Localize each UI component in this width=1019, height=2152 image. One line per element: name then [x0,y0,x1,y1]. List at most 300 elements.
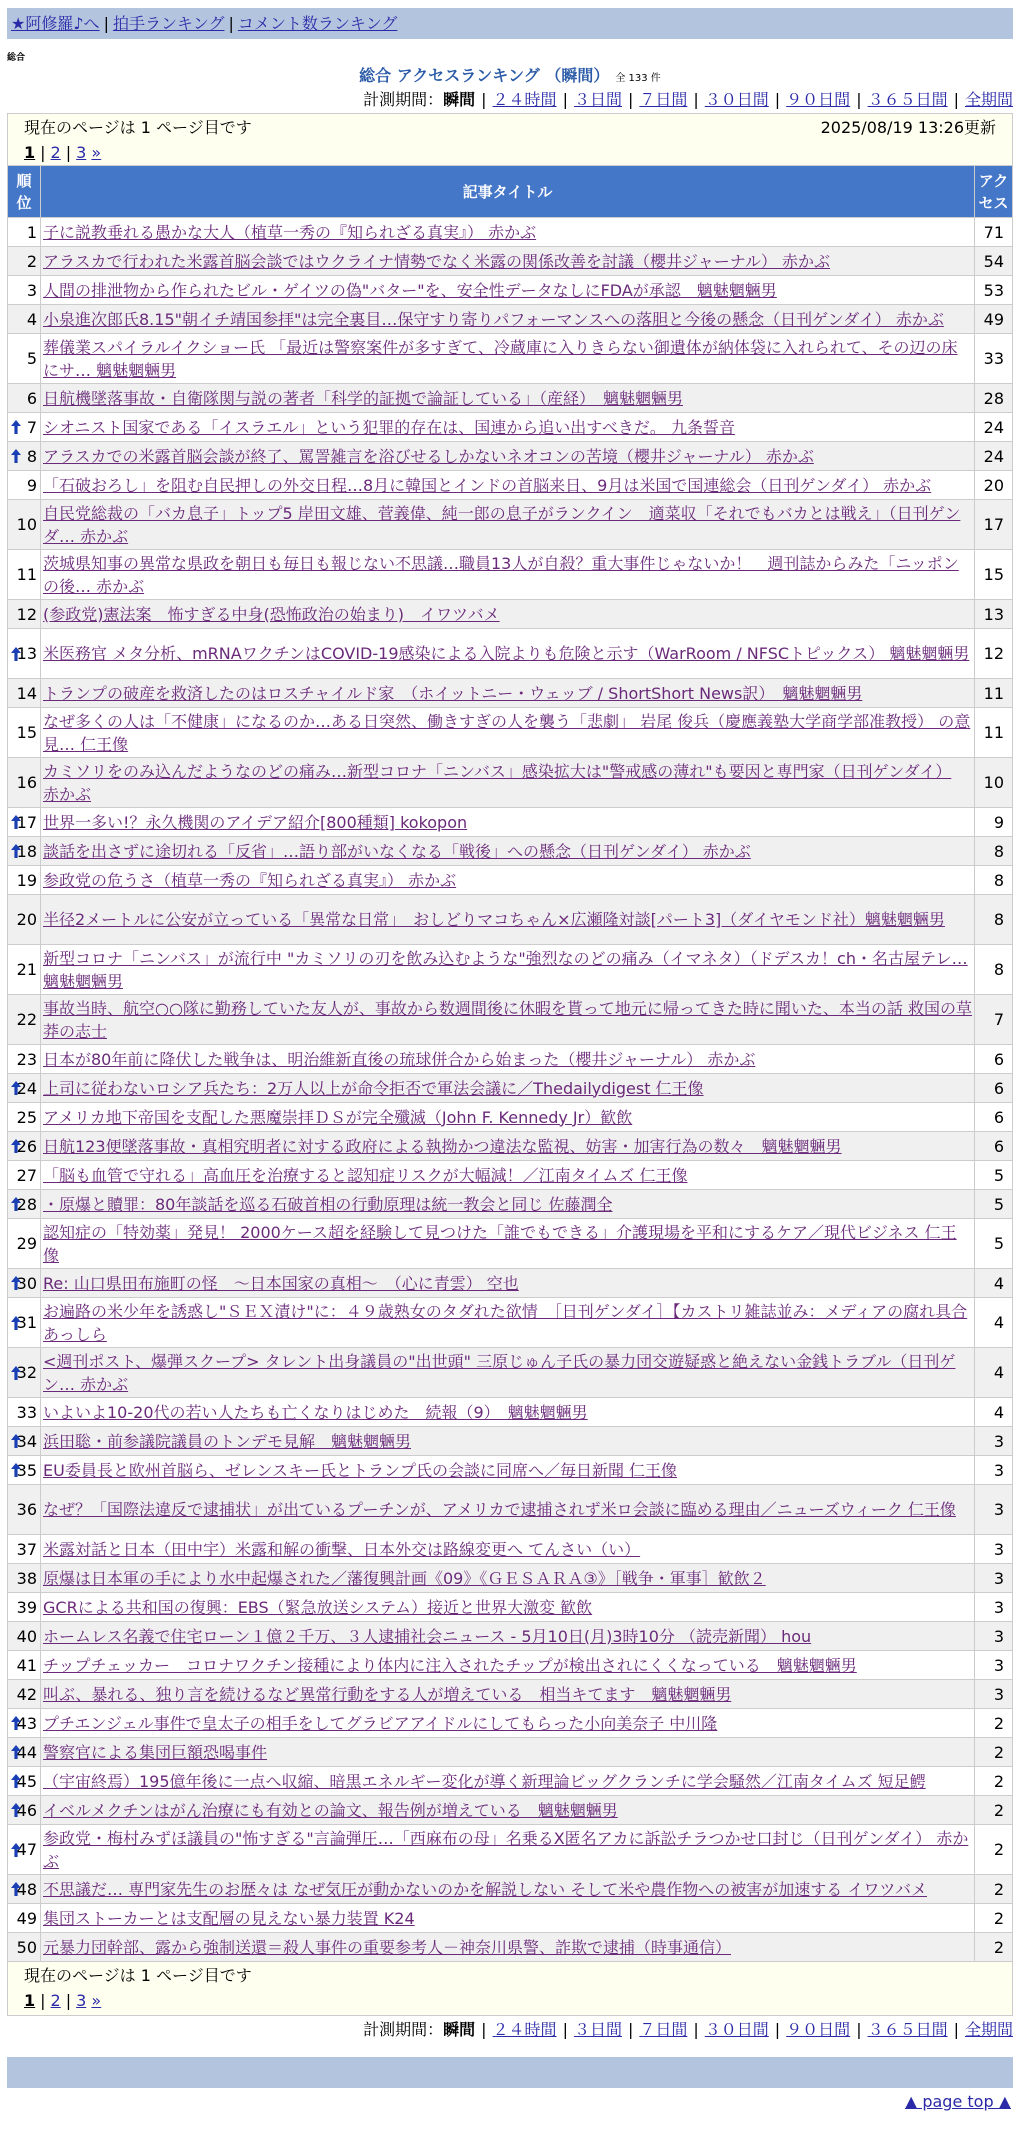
title-cell [41,550,975,600]
table-header-row [8,166,1013,218]
access-count: 24 [975,442,1013,471]
title-cell [41,1564,975,1593]
rank-cell [8,1904,41,1933]
rank-number: 14 [16,683,37,703]
period-separator: | [856,90,862,109]
title-cell [41,1485,975,1535]
rank-up-arrow-icon [11,1882,21,1896]
article-link[interactable]: 日本が80年前に降伏した戦争は、明治維新直後の琉球併合から始まった（櫻井ジャーナル） 赤かぶ [43,1049,756,1069]
table-row [8,1427,1013,1456]
table-row [8,305,1013,334]
table-row [8,1709,1013,1738]
rank-cell [8,550,41,600]
table-row [8,708,1013,758]
access-count: 4 [975,1348,1013,1398]
access-count: 11 [975,679,1013,708]
rank-cell [8,837,41,866]
period-link-1[interactable]: ２４時間 [492,90,557,109]
article-link[interactable]: 参政党・梅村みずほ議員の"怖すぎる"言論弾圧…「西麻布の母」名乗るX匿名アカに訴訟チラつかせ口封じ（日刊ゲンダイ） 赤かぶ [43,1828,969,1871]
article-link[interactable]: 日航123便墜落事故・真相究明者に対する政府による執拗かつ違法な監視、妨害・加害行為の数々 魑魅魍魎男 [43,1136,842,1156]
table-row [8,1825,1013,1875]
pager-separator: | [40,1991,46,2010]
title-cell [41,247,975,276]
rank-cell [8,1298,41,1348]
rank-number: 47 [16,1840,37,1859]
rank-up-arrow-icon [11,1316,21,1330]
total-count: 全 133 件 [615,73,661,84]
title-cell [41,1904,975,1933]
pager-link-page-3[interactable]: 3 [76,1991,87,2010]
article-link[interactable]: Re: 山口県田布施町の怪 ～日本国家の真相～ （心に青雲） 空也 [43,1273,519,1293]
rank-number: 32 [16,1363,37,1382]
access-count: 3 [975,1622,1013,1651]
title-cell [41,600,975,629]
access-count: 2 [975,1738,1013,1767]
rank-cell [8,758,41,808]
table-row [8,1074,1013,1103]
access-count: 12 [975,629,1013,679]
period-link-5[interactable]: ９０日間 [786,2020,851,2039]
rank-cell [8,945,41,995]
access-count: 3 [975,1564,1013,1593]
article-link[interactable]: 上司に従わないロシア兵たち：2万人以上が命令拒否で軍法会議に／Thedailydigest 仁王像 [43,1078,704,1098]
rank-number: 15 [16,723,37,742]
title-cell [41,995,975,1045]
table-row [8,1190,1013,1219]
period-link-6[interactable]: ３６５日間 [867,90,948,109]
page-top-link[interactable]: ▲ page top ▲ [904,2092,1011,2111]
table-row [8,413,1013,442]
article-link[interactable]: アラスカで行われた米露首脳会談ではウクライナ情勢でなく米露の関係改善を討議（櫻井ジャーナル） 赤かぶ [43,251,831,271]
table-row [8,1269,1013,1298]
access-count: 2 [975,1709,1013,1738]
rank-cell [8,1875,41,1904]
title-cell [41,1767,975,1796]
rank-number: 40 [16,1626,37,1646]
article-link[interactable]: 新型コロナ「ニンバス」が流行中 "カミソリの刃を飲み込むような"強烈なのどの痛み（イマネタ）（ドデスカ！ch・名古屋テレ… 魑魅魍魎男 [43,948,968,991]
article-link[interactable]: イベルメクチンはがん治療にも有効との論文、報告例が増えている 魑魅魍魎男 [43,1800,618,1820]
article-link[interactable]: 認知症の「特効薬」発見！ 2000ケース超を経験して見つけた「誰でもできる」介護現場を平和にするケア／現代ビジネス 仁王像 [43,1222,957,1265]
pager-links-bottom [24,1988,996,2013]
rank-cell [8,1593,41,1622]
rank-number: 29 [16,1234,37,1253]
title-cell [41,808,975,837]
pager-link-page-2[interactable]: 2 [50,1991,61,2010]
access-count: 28 [975,384,1013,413]
table-row [8,1298,1013,1348]
table-row [8,1398,1013,1427]
rank-cell [8,1045,41,1074]
access-count: 6 [975,1132,1013,1161]
article-link[interactable]: 小泉進次郎氏8.15"朝イチ靖国参拝"は完全裏目…保守すり寄りパフォーマンスへの落胆と今後の懸念（日刊ゲンダイ） 赤かぶ [43,309,944,329]
access-count: 2 [975,1796,1013,1825]
table-row [8,1103,1013,1132]
access-count: 3 [975,1680,1013,1709]
pager-link-page-2[interactable]: 2 [50,143,61,162]
rank-cell [8,1219,41,1269]
rank-number: 42 [16,1684,37,1704]
table-row [8,442,1013,471]
article-link[interactable]: 子に説教垂れる愚かな大人（植草一秀の『知られざる真実』） 赤かぶ [43,222,537,242]
title-cell [41,1398,975,1427]
rank-cell [8,384,41,413]
pager-separator: | [65,143,72,162]
rank-number: 33 [16,1402,37,1422]
period-link-2[interactable]: ３日間 [573,90,622,109]
period-link-4[interactable]: ３０日間 [704,90,769,109]
access-count: 2 [975,1875,1013,1904]
access-count: 4 [975,1269,1013,1298]
title-cell [41,305,975,334]
title-cell [41,1132,975,1161]
rank-cell [8,808,41,837]
article-link[interactable]: 原爆は日本軍の手により水中起爆された／藩復興計画《09》《ＧＥＳＡＲＡ③》［戦争・軍事］歓飲２ [43,1568,766,1588]
article-link[interactable]: 警察官による集団巨額恐喝事件 [43,1742,268,1762]
access-count: 8 [975,866,1013,895]
table-row [8,758,1013,808]
category-tag: 総合 [7,53,26,63]
access-count: 2 [975,1767,1013,1796]
pager-next-link[interactable]: » [91,1991,102,2010]
title-cell [41,679,975,708]
rank-up-arrow-icon [11,1774,21,1788]
page-top-row [7,2088,1013,2116]
article-link[interactable]: ・原爆と贖罪：80年談話を巡る石破首相の行動原理は統一教会と同じ 佐藤潤全 [43,1194,613,1214]
article-link[interactable]: 叫ぶ、暴れる、独り言を続けるなど異常行動をする人が増えている 相当キてます 魑魅魍魎男 [43,1684,732,1704]
header-access: アクセス [975,166,1013,218]
rank-number: 36 [16,1500,37,1519]
article-link[interactable]: (参政党)憲法案 怖すぎる中身(恐怖政治の始まり) イワツバメ [43,604,500,624]
rank-cell [8,247,41,276]
period-selector [7,87,1013,113]
rank-cell [8,1269,41,1298]
rank-up-arrow-icon [11,1276,21,1290]
table-row [8,1132,1013,1161]
access-count: 13 [975,600,1013,629]
title-cell [41,1161,975,1190]
access-count: 33 [975,334,1013,384]
access-count: 11 [975,708,1013,758]
table-row [8,1622,1013,1651]
rank-up-arrow-icon [11,1139,21,1153]
rank-number: 30 [16,1273,37,1293]
rank-up-arrow-icon [11,647,21,661]
rank-cell [8,1485,41,1535]
table-row [8,1485,1013,1535]
rank-cell [8,305,41,334]
article-link[interactable]: 「石破おろし」を阻む自民押しの外交日程…8月に韓国とインドの首脳来日、9月は米国で国連総会（日刊ゲンダイ） 赤かぶ [43,475,932,495]
article-link[interactable]: 米医務官 メタ分析、mRNAワクチンはCOVID-19感染による入院よりも危険と示す（WarRoom / NFSCトピックス） 魑魅魍魎男 [43,644,970,663]
article-link[interactable]: 集団ストーカーとは支配層の見えない暴力装置 K24 [43,1908,415,1928]
rank-cell [8,334,41,384]
rank-cell [8,1398,41,1427]
access-count: 9 [975,808,1013,837]
rank-number: 26 [16,1136,37,1156]
title-cell [41,1933,975,1962]
table-row [8,1738,1013,1767]
rank-cell [8,600,41,629]
rank-up-arrow-icon [11,815,21,829]
article-link[interactable]: 浜田聡・前参議院議員のトンデモ見解 魑魅魍魎男 [43,1431,412,1451]
period-separator: | [953,2020,959,2039]
period-separator: | [856,2020,862,2039]
rank-cell [8,1933,41,1962]
article-link[interactable]: 自民党総裁の「バカ息子」トップ5 岸田文雄、菅義偉、純一郎の息子がランクイン 適菜収「それでもバカとは戦え」（日刊ゲンダ… 赤かぶ [43,503,961,546]
title-cell [41,1219,975,1269]
rank-cell [8,1825,41,1875]
rank-cell [8,995,41,1045]
article-link[interactable]: いよいよ10-20代の若い人たちも亡くなりはじめた 続報（9） 魑魅魍魎男 [43,1402,588,1422]
access-count: 54 [975,247,1013,276]
table-row [8,679,1013,708]
access-count: 6 [975,1103,1013,1132]
article-link[interactable]: チップチェッカー コロナワクチン接種により体内に注入されたチップが検出されにくくなっている 魑魅魍魎男 [43,1655,857,1675]
access-count: 6 [975,1045,1013,1074]
title-cell [41,629,975,679]
rank-cell [8,1427,41,1456]
table-row [8,500,1013,550]
table-row [8,1564,1013,1593]
period-link-3[interactable]: ７日間 [639,2020,688,2039]
nav-link-clap-ranking[interactable]: 拍手ランキング [112,14,225,33]
header-rank: 順位 [8,166,41,218]
access-count: 5 [975,1190,1013,1219]
rank-cell [8,1622,41,1651]
access-count: 4 [975,1298,1013,1348]
title-cell [41,1796,975,1825]
article-link[interactable]: ホームレス名義で住宅ローン１億２千万、３人逮捕社会ニュース - 5月10日(月)3時10分 （読売新聞） hou [43,1626,812,1646]
rank-number: 50 [16,1937,37,1957]
rank-up-arrow-icon [11,1081,21,1095]
title-cell [41,1348,975,1398]
table-row [8,945,1013,995]
table-row [8,866,1013,895]
rank-number: 48 [16,1879,37,1899]
table-row [8,1904,1013,1933]
rank-cell [8,895,41,945]
article-link[interactable]: プチエンジェル事件で皇太子の相手をしてグラビアアイドルにしてもらった小向美奈子 中川隆 [43,1713,718,1733]
page-title-text: 総合 アクセスランキング （瞬間） [359,66,610,85]
nav-separator: | [228,14,234,33]
pager-current-page: 1 [24,1991,36,2010]
rank-number: 21 [16,960,37,979]
article-link[interactable]: 事故当時、航空○○隊に勤務していた友人が、事故から数週間後に休暇を貰って地元に帰ってきた時に聞いた、本当の話 救国の草莽の志士 [43,998,973,1041]
article-link[interactable]: 半径2メートルに公安が立っている「異常な日常」 おしどりマコちゃん×広瀬隆対談[パート3]（ダイヤモンド社）魑魅魍魎男 [43,910,945,929]
article-link[interactable]: 不思議だ… 専門家先生のお歴々は なぜ気圧が動かないのかを解説しない そして米や農作物への被害が加速する イワツバメ [43,1879,928,1899]
period-link-2[interactable]: ３日間 [573,2020,622,2039]
table-row [8,1161,1013,1190]
title-cell [41,276,975,305]
rank-number: 34 [16,1431,37,1451]
period-link-1[interactable]: ２４時間 [492,2020,557,2039]
article-link[interactable]: なぜ？「国際法違反で逮捕状」が出ているプーチンが、アメリカで逮捕されず米ロ会談に臨める理由／ニューズウィーク 仁王像 [43,1500,956,1519]
access-count: 5 [975,1161,1013,1190]
period-label: 計測期間： [363,2020,444,2039]
article-link[interactable]: <週刊ポスト、爆弾スクープ> タレント出身議員の"出世頭" 三原じゅん子氏の暴力団交遊疑惑と絶えない金銭トラブル（日刊ゲン… 赤かぶ [43,1351,956,1394]
table-row [8,1593,1013,1622]
title-cell [41,1593,975,1622]
title-cell [41,837,975,866]
article-link[interactable]: 茨城県知事の異常な県政を朝日も毎日も報じない不思議…職員13人が自殺？重大事件じゃないか！ 週刊誌からみた「ニッポンの後… 赤かぶ [43,553,959,596]
ranking-body [8,218,1013,1962]
access-count: 3 [975,1535,1013,1564]
period-separator: | [481,2020,487,2039]
table-row [8,334,1013,384]
article-link[interactable]: GCRによる共和国の復興：EBS（緊急放送システム）接近と世界大激変 歓飲 [43,1597,593,1617]
article-link[interactable]: シオニスト国家である「イスラエル」という犯罪的存在は、国連から追い出すべきだ。 九条誓音 [43,417,735,437]
period-separator: | [693,90,699,109]
period-link-3[interactable]: ７日間 [639,90,688,109]
nav-separator: | [103,14,109,33]
rank-number: 3 [26,280,37,300]
rank-cell [8,1535,41,1564]
rank-cell [8,471,41,500]
rank-number: 7 [26,417,37,437]
article-link[interactable]: アラスカでの米露首脳会談が終了、罵詈雑言を浴びせるしかないネオコンの苦境（櫻井ジャーナル） 赤かぶ [43,446,814,466]
article-link[interactable]: 世界一多い!？永久機関のアイデア紹介[800種類] kokopon [43,812,468,832]
rank-cell [8,1738,41,1767]
rank-number: 10 [16,515,37,534]
title-cell [41,1298,975,1348]
title-cell [41,1045,975,1074]
article-link[interactable]: アメリカ地下帝国を支配した悪魔崇拝ＤＳが完全殲滅（John F. Kennedy Jr）歓飲 [43,1107,633,1127]
rank-number: 19 [16,870,37,890]
article-link[interactable]: 日航機墜落事故・自衛隊関与説の著者「科学的証拠で論証している」（産経） 魑魅魍魎男 [43,388,684,408]
title-cell [41,945,975,995]
rank-number: 38 [16,1568,37,1588]
article-link[interactable]: カミソリをのみ込んだようなのどの痛み…新型コロナ「ニンバス」感染拡大は"警戒感の薄れ"も要因と専門家（日刊ゲンダイ） 赤かぶ [43,761,952,804]
title-cell [41,1535,975,1564]
rank-number: 31 [16,1313,37,1332]
rank-number: 46 [16,1800,37,1820]
current-page-text: 現在のページは 1 ページ目です [24,118,252,137]
nav-link-comment-ranking[interactable]: コメント数ランキング [237,14,398,33]
period-link-7[interactable]: 全期間 [964,2020,1013,2039]
title-cell [41,866,975,895]
period-link-6[interactable]: ３６５日間 [867,2020,948,2039]
table-row [8,1680,1013,1709]
article-link[interactable]: お遍路の米少年を誘惑し"ＳＥＸ漬け"に：４９歳熟女のタダれた欲情 ［日刊ゲンダイ］【カストリ雑誌並み：メディアの腐れ具合 あっしら [43,1301,968,1344]
rank-number: 24 [16,1078,37,1098]
rank-number: 17 [16,812,37,832]
period-label: 計測期間： [363,90,444,109]
period-link-4[interactable]: ３０日間 [704,2020,769,2039]
pager-next-link[interactable]: » [91,143,102,162]
access-count: 5 [975,1219,1013,1269]
title-cell [41,1269,975,1298]
access-count: 8 [975,945,1013,995]
rank-number: 22 [16,1010,37,1029]
rank-up-arrow-icon [11,1463,21,1477]
title-cell [41,1103,975,1132]
table-row [8,218,1013,247]
title-cell [41,708,975,758]
footer-bar [7,2057,1013,2088]
table-row [8,600,1013,629]
table-row [8,1045,1013,1074]
article-link[interactable]: 葬儀業スパイラルイクショー氏 「最近は警察案件が多すぎて、冷蔵庫に入りきらない御遺体が納体袋に入れられて、その辺の床にサ… 魑魅魍魎男 [43,337,958,380]
access-count: 4 [975,1398,1013,1427]
article-link[interactable]: 元暴力団幹部、露から強制送還＝殺人事件の重要参考人－神奈川県警、詐欺で逮捕（時事通信） [43,1937,732,1957]
table-row [8,1933,1013,1962]
access-count: 2 [975,1933,1013,1962]
rank-cell [8,1103,41,1132]
period-link-7[interactable]: 全期間 [964,90,1013,109]
table-row [8,1875,1013,1904]
table-row [8,1767,1013,1796]
rank-cell [8,1564,41,1593]
access-count: 10 [975,758,1013,808]
rank-number: 45 [16,1771,37,1791]
rank-number: 16 [16,773,37,792]
title-cell [41,895,975,945]
rank-cell [8,1456,41,1485]
access-count: 6 [975,1074,1013,1103]
access-count: 3 [975,1456,1013,1485]
title-cell [41,413,975,442]
period-separator: | [774,2020,781,2039]
access-count: 3 [975,1485,1013,1535]
title-cell [41,1875,975,1904]
rank-up-arrow-icon [11,449,21,463]
access-count: 71 [975,218,1013,247]
period-separator: | [774,90,781,109]
article-link[interactable]: 参政党の危うさ（植草一秀の『知られざる真実』） 赤かぶ [43,870,457,890]
pager-link-page-3[interactable]: 3 [76,143,87,162]
rank-number: 2 [26,251,37,271]
rank-up-arrow-icon [11,1803,21,1817]
title-cell [41,1651,975,1680]
rank-cell [8,629,41,679]
rank-cell [8,679,41,708]
rank-cell [8,1767,41,1796]
rank-number: 41 [16,1655,37,1675]
article-link[interactable]: なぜ多くの人は「不健康」になるのか…ある日突然、働きすぎの人を襲う「悲劇」 岩尾 俊兵（慶應義塾大学商学部准教授） の意見… 仁王像 [43,711,971,754]
article-link[interactable]: 「脳も血管で守れる」高血圧を治療すると認知症リスクが大幅減！／江南タイムズ 仁王像 [43,1165,688,1185]
article-link[interactable]: EU委員長と欧州首脳ら、ゼレンスキー氏とトランプ氏の会談に同席へ／毎日新聞 仁王像 [43,1460,678,1480]
rank-number: 44 [16,1742,37,1762]
title-cell [41,1738,975,1767]
title-cell [41,1709,975,1738]
access-count: 3 [975,1427,1013,1456]
title-cell [41,1190,975,1219]
top-nav-bar [7,8,1013,39]
access-count: 7 [975,995,1013,1045]
title-cell [41,442,975,471]
period-selector-bottom [7,2016,1013,2044]
access-count: 3 [975,1593,1013,1622]
home-link[interactable]: ★阿修羅♪へ [11,14,100,33]
rank-number: 1 [26,222,37,242]
article-link[interactable]: 談話を出さずに途切れる「反省」…語り部がいなくなる「戦後」への懸念（日刊ゲンダイ） 赤かぶ [43,841,751,861]
table-row [8,1796,1013,1825]
period-link-5[interactable]: ９０日間 [786,90,851,109]
page-title [7,65,1013,87]
article-link[interactable]: トランプの破産を救済したのはロスチャイルド家 （ホイットニー・ウェッブ / ShortShort News訳） 魑魅魍魎男 [43,683,863,703]
article-link[interactable]: 米露対話と日本（田中宇）米露和解の衝撃、日本外交は路線変更へ てんさい（い） [43,1539,641,1559]
period-current: 瞬間 [443,90,476,109]
rank-cell [8,708,41,758]
article-link[interactable]: 人間の排泄物から作られたビル・ゲイツの偽"バター"を、安全性データなしにFDAが承認 魑魅魍魎男 [43,280,777,300]
rank-cell [8,500,41,550]
rank-up-arrow-icon [11,844,21,858]
rank-number: 11 [16,565,37,584]
article-link[interactable]: （宇宙終焉）195億年後に一点へ収縮、暗黒エネルギー変化が導く新理論ビッグクランチに学会騒然／江南タイムズ 短足鰐 [43,1771,926,1791]
rank-cell [8,1161,41,1190]
rank-up-arrow-icon [11,1745,21,1759]
rank-up-arrow-icon [11,1366,21,1380]
rank-number: 37 [16,1539,37,1559]
